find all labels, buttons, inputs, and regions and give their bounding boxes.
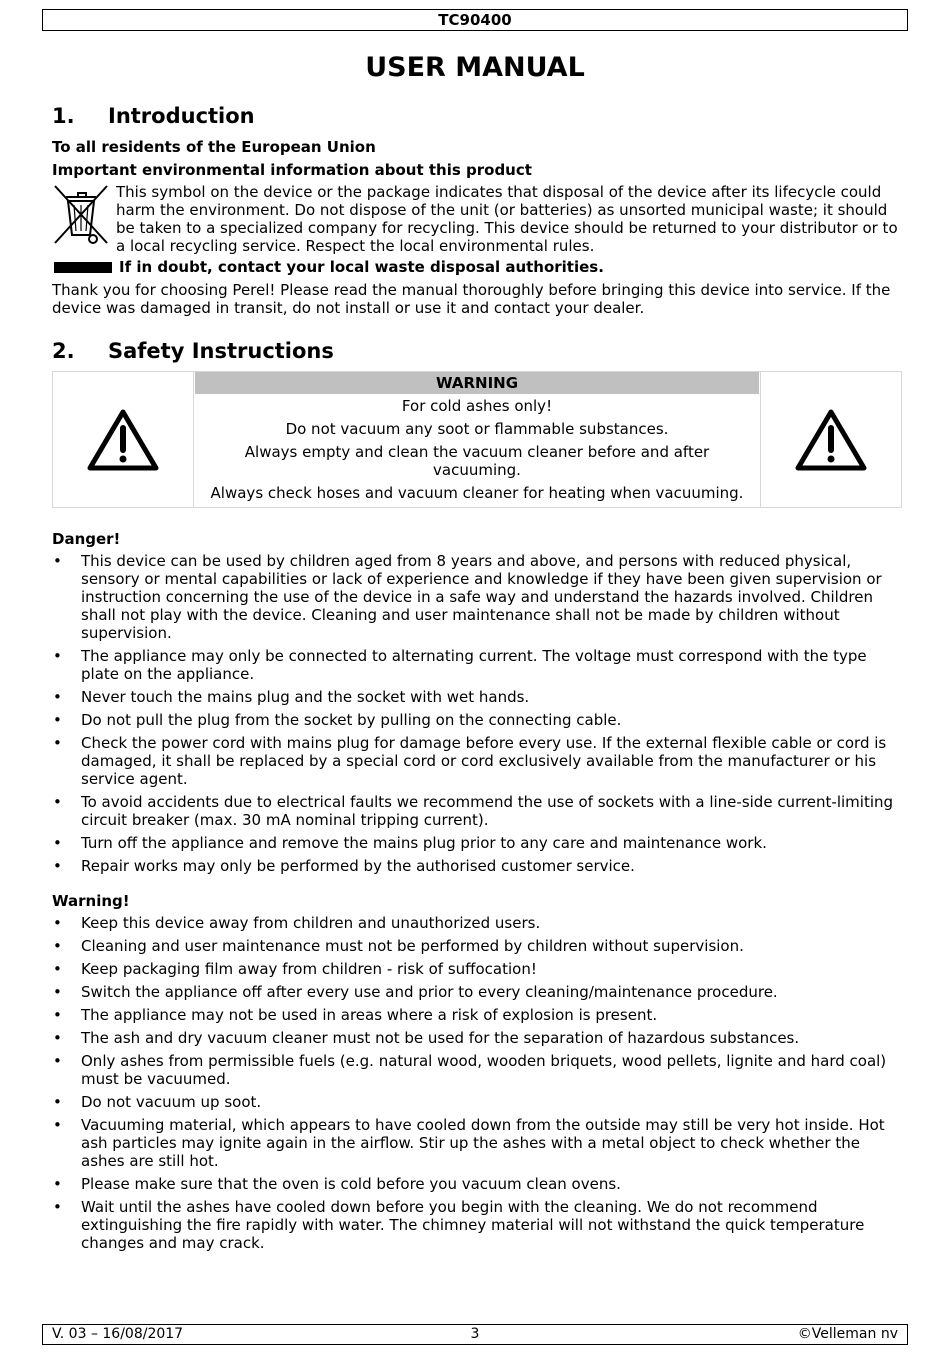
warning-line: For cold ashes only! — [401, 397, 553, 415]
warning-table — [52, 371, 902, 508]
section-2-heading — [52, 335, 902, 367]
weee-block — [52, 183, 902, 255]
list-item: • Check the power cord with mains plug for damage before every use. If the external flexible cable or cord is damaged, it shall be replaced by a special cord or cord exclusively available from the manufacturer or his service agent. — [52, 734, 902, 788]
warning-right-cell — [761, 372, 901, 507]
list-item: • Repair works may only be performed by the authorised customer service. — [52, 857, 902, 875]
list-item: • Please make sure that the oven is cold before you vacuum clean ovens. — [52, 1175, 902, 1193]
page-footer — [42, 1324, 908, 1345]
model-number: TC90400 — [438, 11, 512, 29]
danger-title: Danger! — [52, 530, 121, 548]
warning-title: Warning! — [52, 892, 130, 910]
copyright: ©Velleman nv — [797, 1326, 898, 1342]
section-1-heading — [52, 100, 902, 132]
list-item: • Keep this device away from children and unauthorized users. — [52, 914, 902, 932]
list-item: • The appliance may not be used in areas where a risk of explosion is present. — [52, 1006, 902, 1024]
black-bar-icon — [54, 262, 112, 273]
section-1-title: Introduction — [108, 104, 255, 128]
warning-content-cell — [193, 372, 761, 507]
warning-triangle-icon — [795, 408, 867, 472]
warning-line: Do not vacuum any soot or flammable substances. — [285, 420, 669, 438]
eu-residents-line: To all residents of the European Union — [52, 138, 376, 156]
list-item: • Turn off the appliance and remove the mains plug prior to any care and maintenance work. — [52, 834, 902, 852]
main-content — [52, 100, 902, 1257]
list-item: • Do not vacuum up soot. — [52, 1093, 902, 1111]
list-item: • The appliance may only be connected to alternating current. The voltage must correspond with the type plate on the appliance. — [52, 647, 902, 683]
doubt-text: If in doubt, contact your local waste disposal authorities. — [119, 258, 604, 276]
thank-you-paragraph: Thank you for choosing Perel! Please read the manual thoroughly before bringing this device into service. If the device was damaged in transit, do not install or use it and contact your dealer. — [52, 281, 891, 317]
environment-info-line: Important environmental information about this product — [52, 161, 532, 179]
section-1-number: 1. — [52, 104, 75, 128]
page-number: 3 — [470, 1326, 480, 1342]
list-item: • Vacuuming material, which appears to have cooled down from the outside may still be very hot inside. Hot ash particles may ignite again in the airflow. Stir up the ashes with a metal object to check whether the ashes are still hot. — [52, 1116, 902, 1170]
section-2-title: Safety Instructions — [108, 339, 334, 363]
page-header — [42, 9, 908, 31]
list-item: • Keep packaging film away from children - risk of suffocation! — [52, 960, 902, 978]
list-item: • This device can be used by children aged from 8 years and above, and persons with reduced physical, sensory or mental capabilities or lack of experience and knowledge if they have been given supervision or instruction concerning the use of the device in a safe way and understand the hazards involved. Children shall not play with the device. Cleaning and user maintenance shall not be made by children without supervision. — [52, 552, 902, 642]
danger-list — [52, 552, 902, 875]
warning-heading: WARNING — [195, 372, 759, 394]
list-item: • Do not pull the plug from the socket by pulling on the connecting cable. — [52, 711, 902, 729]
warning-left-cell — [53, 372, 193, 507]
section-2-number: 2. — [52, 339, 75, 363]
doubt-line — [52, 258, 902, 276]
version-date: V. 03 – 16/08/2017 — [52, 1326, 184, 1342]
list-item: • Cleaning and user maintenance must not be performed by children without supervision. — [52, 937, 902, 955]
crossed-out-bin-icon — [52, 183, 116, 255]
warning-list — [52, 914, 902, 1252]
warning-line: Always check hoses and vacuum cleaner for heating when vacuuming. — [210, 484, 744, 502]
weee-description: This symbol on the device or the package indicates that disposal of the device after its lifecycle could harm the environment. Do not dispose of the unit (or batteries) as unsorted municipal waste; it should be taken to a specialized company for recycling. This device should be returned to your distributor or to a local recycling service. Respect the local environmental rules. — [116, 183, 898, 255]
list-item: • Wait until the ashes have cooled down before you begin with the cleaning. We do not recommend extinguishing the fire rapidly with water. The chimney material will not withstand the quick temperature changes and may crack. — [52, 1198, 902, 1252]
list-item: • The ash and dry vacuum cleaner must not be used for the separation of hazardous substances. — [52, 1029, 902, 1047]
warning-line: Always empty and clean the vacuum cleaner before and after vacuuming. — [244, 443, 710, 479]
list-item: • To avoid accidents due to electrical faults we recommend the use of sockets with a line-side current-limiting circuit breaker (max. 30 mA nominal tripping current). — [52, 793, 902, 829]
document-title: USER MANUAL — [365, 52, 585, 83]
warning-triangle-icon — [87, 408, 159, 472]
list-item: • Only ashes from permissible fuels (e.g. natural wood, wooden briquets, wood pellets, lignite and hard coal) must be vacuumed. — [52, 1052, 902, 1088]
list-item: • Switch the appliance off after every use and prior to every cleaning/maintenance procedure. — [52, 983, 902, 1001]
list-item: • Never touch the mains plug and the socket with wet hands. — [52, 688, 902, 706]
